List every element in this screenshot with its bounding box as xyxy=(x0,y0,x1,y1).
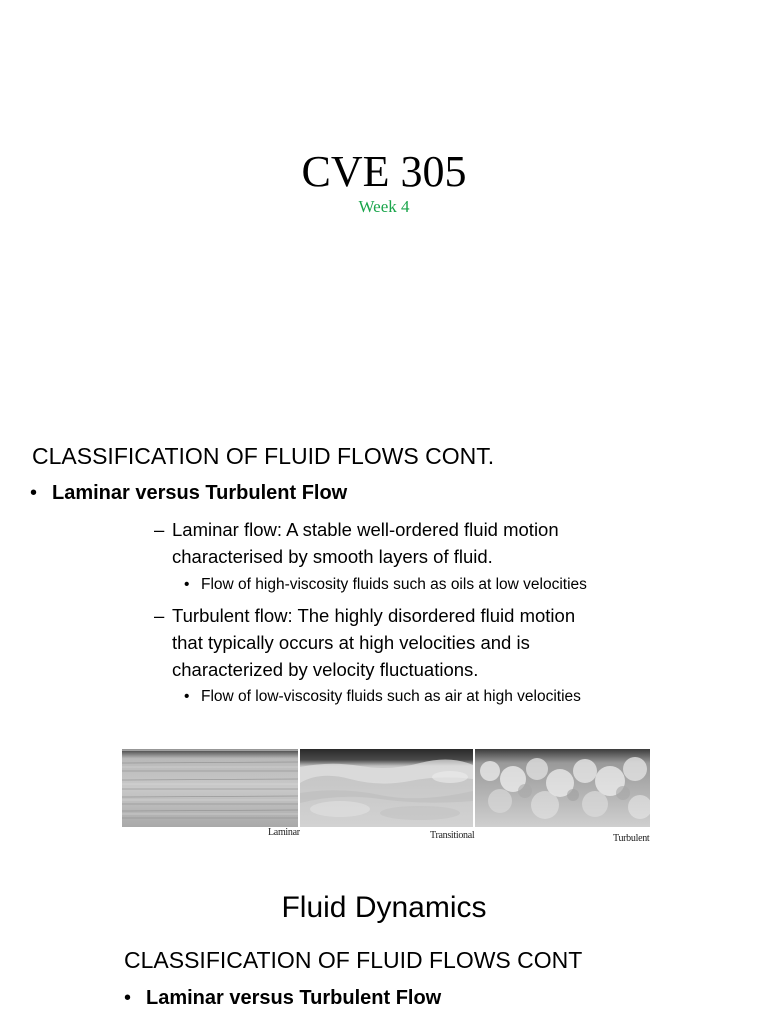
caption-transitional: Transitional xyxy=(430,830,475,841)
laminar-line-1: Laminar flow: A stable well-ordered fluid motion xyxy=(172,519,559,540)
turbulent-example xyxy=(184,687,581,707)
slide3-title: Fluid Dynamics xyxy=(281,891,487,924)
bullet-text: Laminar versus Turbulent Flow xyxy=(52,482,348,504)
section-heading: CLASSIFICATION OF FLUID FLOWS CONT. xyxy=(32,443,495,469)
laminar-line-2: characterised by smooth layers of fluid. xyxy=(172,546,493,567)
dash-icon: – xyxy=(154,605,165,626)
turbulent-example-text: Flow of low-viscosity fluids such as air at high velocities xyxy=(201,688,581,705)
turbulent-line-3: characterized by velocity fluctuations. xyxy=(172,659,479,680)
laminar-example-text: Flow of high-viscosity fluids such as oils at low velocities xyxy=(201,576,587,593)
turbulent-definition xyxy=(154,602,662,683)
bullet-icon: • xyxy=(124,987,132,1009)
slide3-heading: CLASSIFICATION OF FLUID FLOWS CONT xyxy=(124,947,583,973)
turbulent-flow-image xyxy=(475,749,650,827)
sub-bullet-icon: • xyxy=(184,688,190,705)
bullet-laminar-vs-turbulent xyxy=(30,480,347,506)
slide3-bullet-text: Laminar versus Turbulent Flow xyxy=(146,987,442,1009)
bullet-icon: • xyxy=(30,482,38,504)
turbulent-line-1: Turbulent flow: The highly disordered fluid motion xyxy=(172,605,576,626)
caption-turbulent: Turbulent xyxy=(613,833,650,844)
laminar-flow-image xyxy=(122,749,298,827)
caption-laminar: Laminar xyxy=(268,827,300,838)
dash-icon: – xyxy=(154,519,165,540)
slide3-bullet xyxy=(124,985,441,1011)
laminar-definition xyxy=(154,516,662,570)
slide-subtitle: Week 4 xyxy=(358,197,410,216)
sub-bullet-icon: • xyxy=(184,576,190,593)
transitional-flow-image xyxy=(300,749,473,827)
slide-title: CVE 305 xyxy=(301,147,467,196)
laminar-example xyxy=(184,575,587,595)
turbulent-line-2: that typically occurs at high velocities and is xyxy=(172,632,530,653)
flow-regime-images xyxy=(122,749,650,847)
